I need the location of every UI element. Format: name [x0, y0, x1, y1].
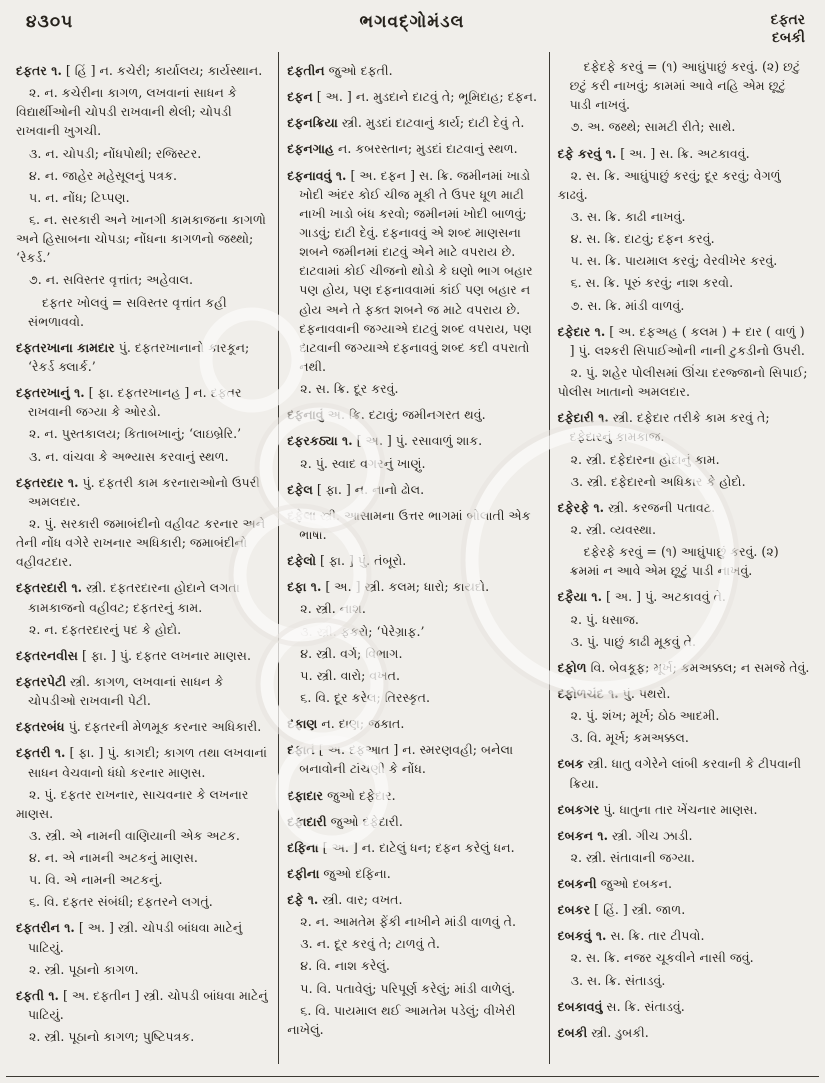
sense-line: ૭. સ. ક્રિ. માંડી વાળવું.	[570, 297, 685, 313]
headword: દફૈયા ૧.	[557, 589, 602, 605]
sense-line: ૨. પું. સ્વાદ વગરનું ખાણું.	[300, 455, 426, 471]
sense-line: ૭. અ. જથ્થે; સામટી રીતે; સાથે.	[570, 119, 736, 135]
entry-line: દફોળ વિ. બેવકૂફ; મૂર્ખ; કમઅક્કલ; ન સમજે તેવું.	[557, 659, 810, 675]
sense-line: ૨. ન. કચેરીના કાગળ, લખવાનાં સાધન કે વિદ્યાર્થીઓની ચોપડી રાખવાની થેલી; ચોપડી રાખવાની ખુગચી.	[16, 85, 237, 139]
entry-line: દફતરીન ૧. [ અ. ] સ્ત્રી. ચોપડી બાંધવા માટેનું પાટિયું.	[16, 920, 243, 955]
column-left	[8, 52, 278, 1064]
entry-line: દફેલ [ ફા. ] ન. નાનો ઢોલ.	[287, 481, 425, 497]
sense-line: ૪. સ. ક્રિ. દાટવું; દફન કરવું.	[570, 231, 715, 247]
entry-line: દફનગાહ ન. કબરસ્તાન; મુડદાં દાટવાનું સ્થળ.	[287, 141, 518, 157]
page-number: ૪૩૦૫	[26, 12, 74, 32]
sense-line: ૨. પું. દફતર રાખનાર, સાચવનાર કે લખનાર માણસ.	[16, 786, 249, 821]
entry-line: દબકગર પું. ધાતુના તાર ખેંચનાર માણસ.	[557, 801, 758, 817]
guide-words	[771, 12, 805, 47]
sense-line: ૩. સ્ત્રી. ફકરો; ‘પેરેગ્રાફ.’	[300, 623, 425, 639]
entry-line: દબકન ૧. સ્ત્રી. ગીચ ઝાડી.	[557, 827, 693, 843]
headword: દફતરખાનું ૧.	[16, 385, 85, 401]
sense-line: ૪. ન. એ નામની અટકનું માણસ.	[29, 850, 198, 866]
entry-line: દફાણ ન. દાણ; જકાત.	[287, 716, 405, 732]
headword: દફેદારી ૧.	[557, 410, 609, 426]
sense-line: ૨. સ્ત્રી. સંતાવાની જગ્યા.	[570, 849, 695, 865]
sense-line: ૩. ન. ચોપડી; નોંધપોથી; રજિસ્ટર.	[29, 145, 202, 161]
headword: દફોળ	[557, 659, 587, 675]
headword: દફનક્રિયા	[287, 115, 338, 131]
headword: દફતર ૧.	[16, 63, 62, 78]
sense-line: ૨. ન. પુસ્તકાલય; કિતાબખાનું; ‘લાઇબ્રેરિ.’	[29, 426, 242, 442]
headword: દબકર	[557, 902, 591, 918]
entry-line: દફતરબંધ પું. દફતરની મેળમૂક કરનાર અધિકારી.	[16, 719, 262, 735]
entry-line: દફતરી ૧. [ ફા. ] પું. કાગદી; કાગળ તથા લખવાનાં સાધન વેચવાનો ધંધો કરનાર માણસ.	[16, 745, 267, 780]
page-bottom-rule	[6, 1076, 819, 1077]
entry-line: દફાતં [ અ. દફઆત ] ન. સ્મરણવહી; બનેલા બનાવોની ટાંચણી કે નોંધ.	[287, 742, 514, 777]
entry-line: દફતરદાર ૧. પું. દફતરી કામ કરનારાઓનો ઉપરી અમલદાર.	[16, 474, 260, 509]
headword: દફન	[287, 89, 313, 105]
headword: દફે કરવું ૧.	[557, 145, 617, 161]
columns-container	[8, 52, 819, 1064]
sense-line: ૫. વિ. પતાવેલું; પરિપૂર્ણ કરેલું; માંડી વાળેલું.	[300, 980, 516, 996]
guide-word-top: દફતર	[770, 12, 805, 28]
headword: દબકી	[557, 1024, 588, 1040]
entry-line: દબકવું ૧. સ. ક્રિ. તાર ટીપવો.	[557, 928, 705, 944]
sense-line: ૩. પું. પાછું કાઢી મૂકવું તે.	[570, 633, 696, 649]
sense-line: ૨. પું. ધસાજ.	[570, 611, 639, 627]
entry-line: દફેલો [ ફા. ] પું. તંબૂરો.	[287, 553, 407, 569]
sense-line: ૨. સ. ક્રિ. નજર ચૂકવીને નાસી જવું.	[570, 950, 754, 966]
sense-line: ૬. વિ. દફતર સંબંધી; દફતરને લગતું.	[29, 894, 213, 910]
sense-line: ૨. સ. ક્રિ. આઘુંપાછું કરવું; દૂર કરવું; વેગળું કાઢવું.	[557, 167, 781, 202]
sense-line: ૩. ન. વાંચવા કે અભ્યાસ કરવાનું સ્થળ.	[29, 448, 229, 464]
sense-line: ૨. સ. ક્રિ. દૂર કરવું.	[300, 381, 399, 397]
headword: દફેદાર ૧.	[557, 323, 606, 339]
entry-line: દફે ૧. સ્ત્રી. વાર; વખત.	[287, 892, 403, 908]
headword: દબકન ૧.	[557, 827, 608, 843]
sense-line: ૫. ન. નોંધ; ટિપ્પણ.	[29, 189, 130, 205]
page-header	[8, 8, 819, 52]
entry-line: દફીના જુઓ દફિના.	[287, 865, 391, 881]
entry-line: દફતર ૧. [ હિં ] ન. કચેરી; કાર્યાલય; કાર્યસ્થાન.	[16, 63, 263, 78]
headword: દફેલ	[287, 481, 313, 497]
sense-line: ૩. ન. દૂર કરવું તે; ટાળવું તે.	[300, 936, 440, 952]
headword: દફતરીન ૧.	[16, 920, 75, 936]
sense-line: ૫. સ્ત્રી. વારો; વખત.	[300, 667, 400, 683]
entry-line: દફન [ અ. ] ન. મુડદાને દાટવું તે; ભૂમિદાહ; દફન.	[287, 89, 538, 105]
sense-line: ૨. સ્ત્રી. નાશ.	[300, 601, 366, 617]
book-title: ભગવદ્ગોમંડલ	[359, 12, 465, 32]
headword: દફતરખાના કામદાર	[16, 339, 115, 355]
entry-line: દફતી ૧. [ અ. દફતીન ] સ્ત્રી. ચોપડી બાંધવા માટેનું પાટિયું.	[16, 987, 268, 1023]
entry-line: દફેરફે ૧. સ્ત્રી. કરજની પતાવટ.	[557, 499, 716, 515]
sense-line: ૩. સ્ત્રી. દફેદારનો અધિકાર કે હોદો.	[570, 473, 746, 489]
sense-line: ૪. વિ. નાશ કરેલું.	[300, 958, 390, 974]
sense-line: ૭. ન. સવિસ્તર વૃત્તાંત; અહેવાલ.	[29, 272, 193, 288]
entry-line: દફાદાર જુઓ દફેદાર.	[287, 787, 396, 803]
headword: દફાદારી	[287, 813, 327, 829]
headword: દફતરદાર ૧.	[16, 474, 79, 490]
sense-line: ૩. સ. ક્રિ. કાઢી નાખવું.	[570, 208, 686, 224]
entry-line: દફેલા સ્ત્રી. આસામના ઉત્તર ભાગમાં બોલાતી એક ભાષા.	[287, 507, 531, 542]
headword: દફરકઠ્યા ૧.	[287, 433, 353, 449]
headword: દફતરનવીસ	[16, 647, 78, 663]
entry-line: દફનાવું અ. ક્રિ. દટાવું; જમીનગરત થવું.	[287, 407, 486, 423]
headword: દબક	[557, 756, 584, 772]
entry-line: દફતરખાનું ૧. [ ફા. દફતરખાનહ ] ન. દફતર રાખવાની જગ્યા કે ઓરડો.	[16, 385, 242, 420]
headword: દબકવું ૧.	[557, 928, 607, 944]
sense-line: ૨. સ્ત્રી. દફેદારના હોદાનું કામ.	[570, 451, 720, 467]
idiom-line: દફેરફે કરવું = (૧) આઘુંપાછું કરવું. (૨) ક્રમમાં ન આવે એમ છૂટું પાડી નાખવું.	[569, 544, 779, 579]
headword: દફનાવું	[287, 407, 324, 423]
sense-line: ૬. વિ. પાયમાલ થઈ આમતેમ પડેલું; વીખેરી નાખેલું.	[287, 1002, 516, 1037]
column-right	[549, 52, 819, 1064]
entry-line: દફતરખાના કામદાર પું. દફતરખાનાનો કારકૂન; ‘રેકર્ડ ક્લાર્ક.’	[16, 339, 250, 374]
sense-line: ૨. સ્ત્રી. પૂઠાનો કાગળ; પુષ્ટિપત્રક.	[29, 1029, 195, 1045]
headword: દફીના	[287, 865, 320, 881]
sense-line: ૬. ન. સરકારી અને ખાનગી કામકાજના કાગળો અને હિસાબના ચોપડા; નોંધના કાગળનો જથ્થો; ‘રેકર્ડ.’	[16, 211, 266, 266]
entry-line: દફૈયા ૧. [ અ. ] પું. અટકાવવું તે.	[557, 589, 726, 605]
headword: દફેલો	[287, 553, 316, 569]
entry-line: દફોળચંદ ૧. પું. પથરો.	[557, 685, 671, 701]
entry-line: દફરકઠ્યા ૧. [ અ. ] પું. રસાવાળું શાક.	[287, 433, 483, 449]
headword: દફેરફે ૧.	[557, 499, 605, 515]
headword: દફાદાર	[287, 787, 324, 803]
sense-line: ૨. ન. આમતેમ ફેંકી નાખીને માંડી વાળવું તે.	[300, 914, 516, 930]
entry-line: દફેદાર ૧. [ અ. દફઅહ ( કલમ ) + દાર ( વાળું ) ] પું. લશ્કરી સિપાઈઓની નાની ટુકડીનો ઉપરી.	[557, 323, 805, 358]
headword: દફતરબંધ	[16, 719, 65, 735]
entry-line: દબકાવવું સ. ક્રિ. સંતાડવું.	[557, 998, 685, 1014]
sense-line: ૪. ન. જાહેર મહેસૂલનું પત્રક.	[29, 167, 178, 183]
headword: દફતરી ૧.	[16, 745, 66, 761]
entry-line: દફતરપેટી સ્ત્રી. કાગળ, લખવાનાં સાધન કે ચોપડીઓ રાખવાની પેટી.	[16, 673, 224, 709]
sense-line: ૨. સ્ત્રી. વ્યવસ્થા.	[570, 521, 656, 537]
entry-line: દફિના [ અ. ] ન. દાટેલું ધન; દફન કરેલું ધન.	[287, 839, 515, 855]
sense-line: ૨. પું. શંખ; મૂર્ખ; ઠોઠ આદમી.	[570, 708, 720, 724]
idiom-line: દફતર ખોલવું = સવિસ્તર વૃત્તાંત કહી સંભળાવવો.	[28, 294, 227, 329]
headword: દબકની	[557, 876, 597, 892]
sense-line: ૨. પું. શહેર પોલીસમાં ઊંચા દરજ્જાનો સિપાઈ; પોલીસ ખાતાનો અમલદાર.	[557, 364, 808, 400]
entry-line: દફાદારી જુઓ દફેદારી.	[287, 813, 403, 829]
sense-line: ૪. સ્ત્રી. વર્ગ; વિભાગ.	[300, 645, 403, 661]
headword: દબકાવવું	[557, 998, 603, 1014]
headword: દફે ૧.	[287, 892, 319, 908]
sense-line: ૫. વિ. એ નામની અટકનું.	[29, 872, 163, 888]
sense-line: ૨. સ્ત્રી. પૂઠાનો કાગળ.	[29, 961, 139, 977]
sense-line: ૩. સ. ક્રિ. સંતાડવું.	[570, 972, 666, 988]
headword: દબકગર	[557, 801, 600, 817]
headword: દફતીન	[287, 63, 325, 78]
entry-line: દફતીન જુઓ દફતી.	[287, 63, 393, 78]
headword: દફા ૧.	[287, 579, 322, 595]
headword: દફતરદારી ૧.	[16, 580, 83, 596]
headword: દફેલા	[287, 507, 316, 523]
headword: દફનગાહ	[287, 141, 334, 157]
sense-line: ૩. સ્ત્રી. એ નામની વાણિયાની એક અટક.	[29, 827, 240, 843]
headword: દફનાવવું ૧.	[287, 167, 347, 183]
headword: દફાતં	[287, 742, 315, 758]
sense-line: ૩. વિ. મૂર્ખ; કમઅક્કલ.	[570, 730, 689, 746]
headword: દફતી ૧.	[16, 987, 59, 1003]
headword: દફોળચંદ ૧.	[557, 685, 619, 701]
column-middle	[278, 52, 548, 1064]
entry-line: દબકર [ હિં. ] સ્ત્રી. જાળ.	[557, 902, 686, 918]
sense-line: ૨. ન. દફતરદારનું પદ કે હોદો.	[29, 621, 182, 637]
headword: દફતરપેટી	[16, 673, 66, 689]
entry-line: દબકી સ્ત્રી. ડુબકી.	[557, 1024, 649, 1040]
headword: દફિના	[287, 839, 319, 855]
entry-line: દબકની જુઓ દબકન.	[557, 876, 672, 892]
entry-line: દફનક્રિયા સ્ત્રી. મુડદાં દાટવાનું કાર્ય; દાટી દેવું તે.	[287, 115, 525, 131]
entry-line: દફે કરવું ૧. [ અ. ] સ. ક્રિ. અટકાવવું.	[557, 145, 750, 161]
sense-line: ૨. પું. સરકારી જમાબંદીનો વહીવટ કરનાર અને તેની નોંધ વગેરે રાખનાર અધિકારી; જમાબંદીનો વહીવટદાર.	[16, 515, 266, 570]
sense-line: ૬. વિ. દૂર કરેલ; તિરસ્કૃત.	[300, 689, 430, 705]
entry-line: દફા ૧. [ અ. ] સ્ત્રી. કલમ; ધારો; કાયદો.	[287, 579, 490, 595]
entry-line: દફેદારી ૧. સ્ત્રી. દફેદાર તરીકે કામ કરવું તે; દફેદારનું કામકાજ.	[557, 410, 770, 445]
sense-line: ૬. સ. ક્રિ. પૂરું કરવું; નાશ કરવો.	[570, 275, 734, 291]
entry-line: દફતરનવીસ [ ફા. ] પું. દફતર લખનાર માણસ.	[16, 647, 251, 663]
entry-line: દફતરદારી ૧. સ્ત્રી. દફતરદારના હોદાને લગતા કામકાજનો વહીવટ; દફતરનું કામ.	[16, 580, 240, 615]
sense-line: ૫. સ. ક્રિ. પાયમાલ કરવું; વેરવીખેર કરવું.	[570, 253, 778, 269]
entry-line: દફનાવવું ૧. [ અ. દફન ] સ. ક્રિ. જમીનમાં ખાડો ખોદી અંદર કોઈ ચીજ મૂકી તે ઉપર ધૂળ માટી નાખી ખાડો બંધ કરવો; જમીનમાં ખોદી બાળવું; ગાડવું; દાટી દેવું. દફનાવવું એ શબ્દ માણસના શબને જમીનમાં દાટવું એને માટે વપરાય છે. દાટવામાં કોઈ ચીજનો થોડો કે ઘણો ભાગ બહાર પણ હોય, પણ દફનાવવામાં કાંઈ પણ બહાર ન હોય અને તે ફક્ત શબને જ માટે વપરાય છે. દફનાવવાની જગ્યાએ દાટવું શબ્દ વપરાય, પણ દાટવાની જગ્યાએ દફનાવવું શબ્દ કદી વપરાતો નથી.	[287, 167, 533, 374]
headword: દફાણ	[287, 716, 318, 732]
idiom-line: દફેદફે કરવું = (૧) આઘુંપાછું કરવું. (૨) છટું છટું કરી નાખવું; કામમાં આવે નહિ એમ છૂટું પાડી નાખવું.	[569, 59, 801, 113]
guide-word-bottom: દબકી	[772, 29, 805, 46]
entry-line: દબક સ્ત્રી. ધાતુ વગેરેને લાંબી કરવાની કે ટીપવાની ક્રિયા.	[557, 756, 802, 791]
